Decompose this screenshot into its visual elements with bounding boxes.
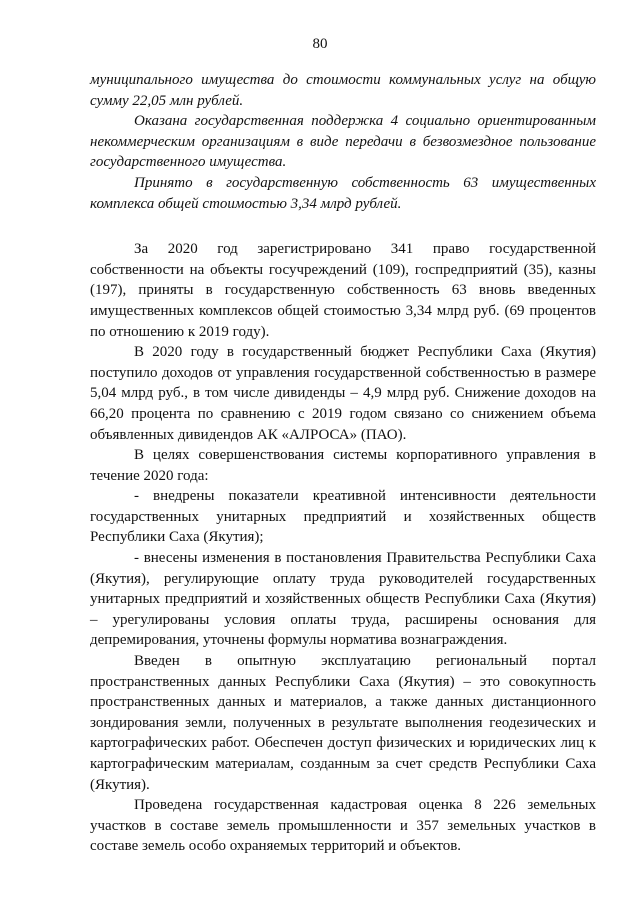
italic-section <box>90 70 596 214</box>
italic-paragraph-1: муниципального имущества до стоимости коммунальных услуг на общую сумму 22,05 млн рублей. <box>90 72 596 109</box>
paragraph-corporate-governance: В целях совершенствования системы корпоративного управления в течение 2020 года: <box>90 447 596 484</box>
page-content <box>90 70 596 857</box>
page-number: 80 <box>312 36 328 52</box>
italic-paragraph-2: Оказана государственная поддержка 4 социально ориентированным некоммерческим организациям в виде передачи в безвозмездное пользование государственного имущества. <box>90 113 596 171</box>
italic-paragraph-3: Принято в государственную собственность 63 имущественных комплекса общей стоимостью 3,34 млрд рублей. <box>90 174 596 212</box>
list-item-regulations: - внесены изменения в постановления Правительства Республики Саха (Якутия), регулирующие оплату труда руководителей государственных унитарных предприятий и хозяйственных обществ Республики Саха (Якутия) – урегулированы условия оплаты труда, расширены основания для депремирования, уточнены формулы норматива вознаграждения. <box>90 550 596 649</box>
section-gap <box>90 214 596 239</box>
list-item-kpi: - внедрены показатели креативной интенсивности деятельности государственных унитарных предприятий и хозяйственных обществ Республики Саха (Якутия); <box>90 488 596 546</box>
paragraph-geoportal: Введен в опытную эксплуатацию региональный портал пространственных данных Республики Саха (Якутия) – это совокупность пространственных данных и материалов, а также данных дистанционного зондирования земли, полученных в результате выполнения геодезических и картографических работ. Обеспечен доступ физических и юридических лиц к картографическим материалам, созданным за счет средств Республики Саха (Якутия). <box>90 653 596 793</box>
paragraph-budget-income: В 2020 году в государственный бюджет Республики Саха (Якутия) поступило доходов от управления государственной собственностью в размере 5,04 млрд руб., в том числе дивиденды – 4,9 млрд руб. Снижение доходов на 66,20 процента по сравнению с 2019 годом связано со снижением объема объявленных дивидендов АК «АЛРОСА» (ПАО). <box>90 344 596 443</box>
paragraph-registration: За 2020 год зарегистрировано 341 право государственной собственности на объекты госучреждений (109), госпредприятий (35), казны (197), приняты в государственную собственность 63 вновь введенных имущественных комплексов общей стоимостью 3,34 млрд руб. (69 процентов по отношению к 2019 году). <box>90 241 596 340</box>
paragraph-cadastral: Проведена государственная кадастровая оценка 8 226 земельных участков в составе земель промышленности и 357 земельных участков в составе земель особо охраняемых территорий и объектов. <box>90 797 596 855</box>
